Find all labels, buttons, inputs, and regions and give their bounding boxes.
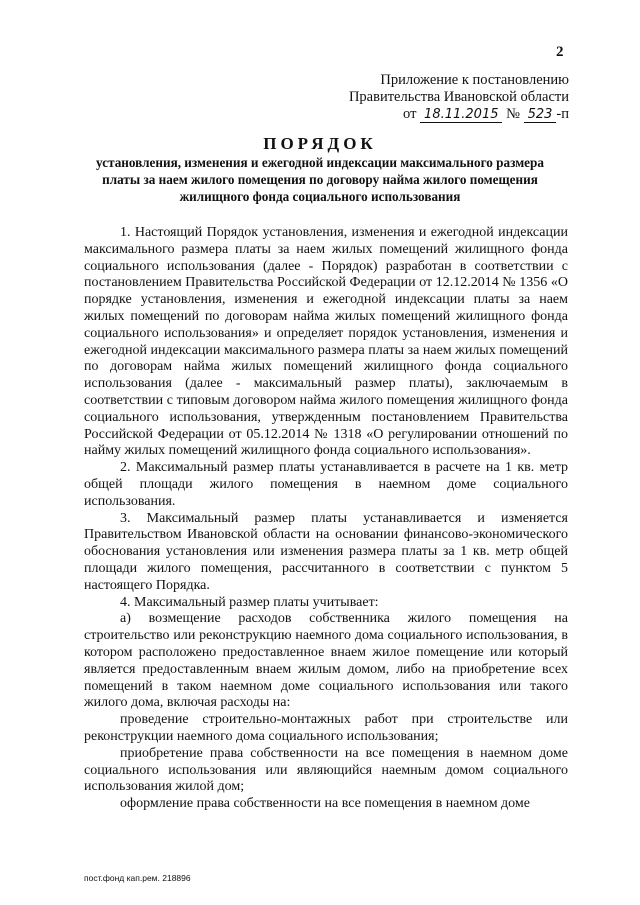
document-body (84, 225, 568, 813)
footer-note: пост.фонд кап.рем. 218896 (84, 873, 191, 883)
document-title: ПОРЯДОК (263, 134, 377, 153)
document-subtitle: установления, изменения и ежегодной индексации максимального размера платы за наем жилого помещения по договору найма жилого помещения жилищного фонда социального использования (96, 155, 544, 204)
paragraph-3: 3. Максимальный размер платы устанавливается и изменяется Правительством Ивановской области на основании финансово-экономического обоснования установления или изменения размера платы за 1 кв. метр общей площади жилого помещения, рассчитанного в соответствии с пунктом 5 настоящего Порядка. (84, 510, 568, 593)
paragraph-acquisition: приобретение права собственности на все помещения в наемном доме социального использования или являющийся наемным домом социального использования жилой дом; (84, 745, 568, 795)
paragraph-construction: проведение строительно-монтажных работ при строительстве или реконструкции наемного дома социального использования; (84, 712, 568, 744)
paragraph-2: 2. Максимальный размер платы устанавливается в расчете на 1 кв. метр общей площади жилого помещения в наемном доме социального использования. (84, 460, 568, 509)
handwritten-date: 18.11.2015 (420, 108, 502, 123)
page-number: 2 (556, 44, 564, 60)
number-label: № (506, 106, 520, 122)
number-suffix: -п (556, 106, 569, 122)
paragraph-1: 1. Настоящий Порядок установления, изменения и ежегодной индексации максимального размера платы за наем жилых помещений жилищного фонда социального использования (далее - Порядок) разработан в соответствии с постановлением Правительства Российской Федерации от 12.12.2014 № 1356 «О порядке установления, изменения и ежегодной индексации платы за наем жилых помещений по договорам найма жилых помещений жилищного фонда социального использования» и определяет порядок установления, изменения и ежегодной индексации максимального размера платы за наем жилых помещений по договорам найма жилых помещений жилищного фонда социального использования (далее - максимальный размер платы), заключаемым в соответствии с типовым договором найма жилого помещения жилищного фонда социального использования, утвержденным постановлением Правительства Российской Федерации от 05.12.2014 № 1318 «О регулировании отношений по найму жилых помещений жилищного фонда социального использования». (84, 225, 568, 459)
appendix-prefix: от (403, 106, 417, 122)
paragraph-registration: оформление права собственности на все помещения в наемном доме (120, 796, 530, 812)
handwritten-number: 523 (524, 108, 557, 123)
paragraph-4a: а) возмещение расходов собственника жилого помещения на строительство или реконструкцию наемного дома социального использования, в котором расположено предоставленное внаем жилое помещение или который является предоставленным внаем жилым домом, либо на приобретение всех помещений в таком наемном доме социального использования или такого жилого дома, включая расходы на: (84, 611, 568, 711)
appendix-header (349, 72, 569, 123)
appendix-line-1: Приложение к постановлению (380, 72, 569, 88)
paragraph-4: 4. Максимальный размер платы учитывает: (120, 594, 379, 610)
appendix-line-2: Правительства Ивановской области (348, 89, 569, 105)
appendix-date-row (349, 106, 569, 123)
